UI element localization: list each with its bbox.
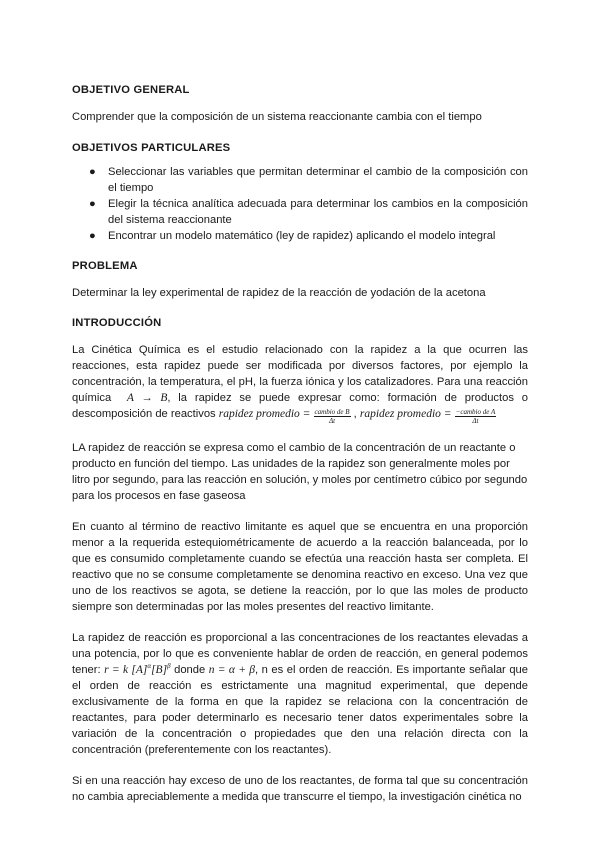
intro-p1-text: La Cinética Química es el estudio relacionado con la rapidez a la que ocurren las reacciones, esta rapidez puede ser modificada por diversos factores, por ejemplo la concentración, la temperatura, el pH, la fuerza iónica y los catalizadores. Para una reacción química <box>72 344 528 404</box>
heading-objetivo-general: OBJETIVO GENERAL <box>72 84 190 96</box>
intro-p4-after: , n es el orden de reacción. Es importante señalar que el orden de reacción es estrictamente una magnitud experimental, que depende exclusivamente de la forma en que la rapidez se relaciona con la concentración de reactantes, para poder determinarlo es necesario tener datos experimentales sobre la variación de la concentración o propiedades que den una relación directa con la concentración (preferentemente con los reactantes). <box>72 664 528 756</box>
rate-equation-2-fraction <box>455 408 497 425</box>
rate-law-b: [B] <box>151 664 168 676</box>
intro-p1-mid: , la rapidez se puede expresar como: formación de productos o descomposición de reactivos <box>72 392 528 420</box>
reaction-order-formula: n = α + β <box>208 664 256 676</box>
rate-law-formula <box>104 664 170 676</box>
rate-equation-1-label: rapidez promedio = <box>218 408 311 420</box>
list-item <box>72 196 528 228</box>
heading-introduccion: INTRODUCCIÓN <box>72 317 162 329</box>
bullet-icon: ● <box>89 198 96 210</box>
problema-text: Determinar la ley experimental de rapidez de la reacción de yodación de la acetona <box>72 287 486 299</box>
intro-p4-donde: donde <box>170 664 209 676</box>
list-item-text: Elegir la técnica analítica adecuada para determinar los cambios en la composición del sistema reaccionante <box>108 198 528 226</box>
document-page <box>72 82 528 805</box>
intro-paragraph-1 <box>72 342 528 425</box>
rate-law-alpha: α <box>147 662 152 671</box>
intro-paragraph-5: Si en una reacción hay exceso de uno de los reactantes, de forma tal que su concentración no cambia apreciablemente a medida que transcurre el tiempo, la investigación cinética no <box>72 775 528 803</box>
list-item <box>72 228 528 244</box>
objetivos-particulares-list <box>72 164 528 244</box>
intro-paragraph-4 <box>72 630 528 758</box>
bullet-icon: ● <box>89 230 96 242</box>
list-item <box>72 164 528 196</box>
fraction-denominator: Δt <box>472 417 479 425</box>
rate-equation-1-fraction <box>314 408 351 425</box>
bullet-icon: ● <box>89 166 96 178</box>
rate-equation-2-label: rapidez promedio = <box>359 408 452 420</box>
intro-p4-text: La rapidez de reacción es proporcional a las concentraciones de los reactantes elevadas a una potencia, por lo que es conveniente hablar de orden de reacción, en general podemos tener: <box>72 632 528 676</box>
rate-law-beta: β <box>167 662 171 671</box>
objetivo-general-text: Comprender que la composición de un sistema reaccionante cambia con el tiempo <box>72 111 482 123</box>
heading-problema: PROBLEMA <box>72 260 138 272</box>
rate-law-main: r = k [A] <box>104 664 148 676</box>
intro-paragraph-2: LA rapidez de reacción se expresa como el cambio de la concentración de un reactante o producto en función del tiempo. Las unidades de la rapidez son generalmente moles por litro por segundo, para las reacción en solución, y moles por centímetro cúbico por segundo para los procesos en fase gaseosa <box>72 442 528 502</box>
equation-separator: , <box>353 408 357 420</box>
intro-paragraph-3: En cuanto al término de reactivo limitante es aquel que se encuentra en una proporción menor a la requerida estequiométricamente de acuerdo a la reacción balanceada, por lo que es consumido completamente cuando se efectúa una reacción hasta ser completa. El reactivo que no se consume completamente se denomina reactivo en exceso. Una vez que uno de los reactivos se agota, se detiene la reacción, por lo que las moles de producto siempre son determinadas por las moles presentes del reactivo limitante. <box>72 521 528 613</box>
fraction-numerator: −cambio de A <box>455 408 496 416</box>
list-item-text: Seleccionar las variables que permitan determinar el cambio de la composición con el tiempo <box>108 166 528 194</box>
reaction-formula: A → B <box>126 392 168 404</box>
fraction-denominator: Δt <box>329 417 336 425</box>
heading-objetivos-particulares: OBJETIVOS PARTICULARES <box>72 142 231 154</box>
fraction-numerator: cambio de B <box>314 408 350 416</box>
list-item-text: Encontrar un modelo matemático (ley de rapidez) aplicando el modelo integral <box>108 230 496 242</box>
